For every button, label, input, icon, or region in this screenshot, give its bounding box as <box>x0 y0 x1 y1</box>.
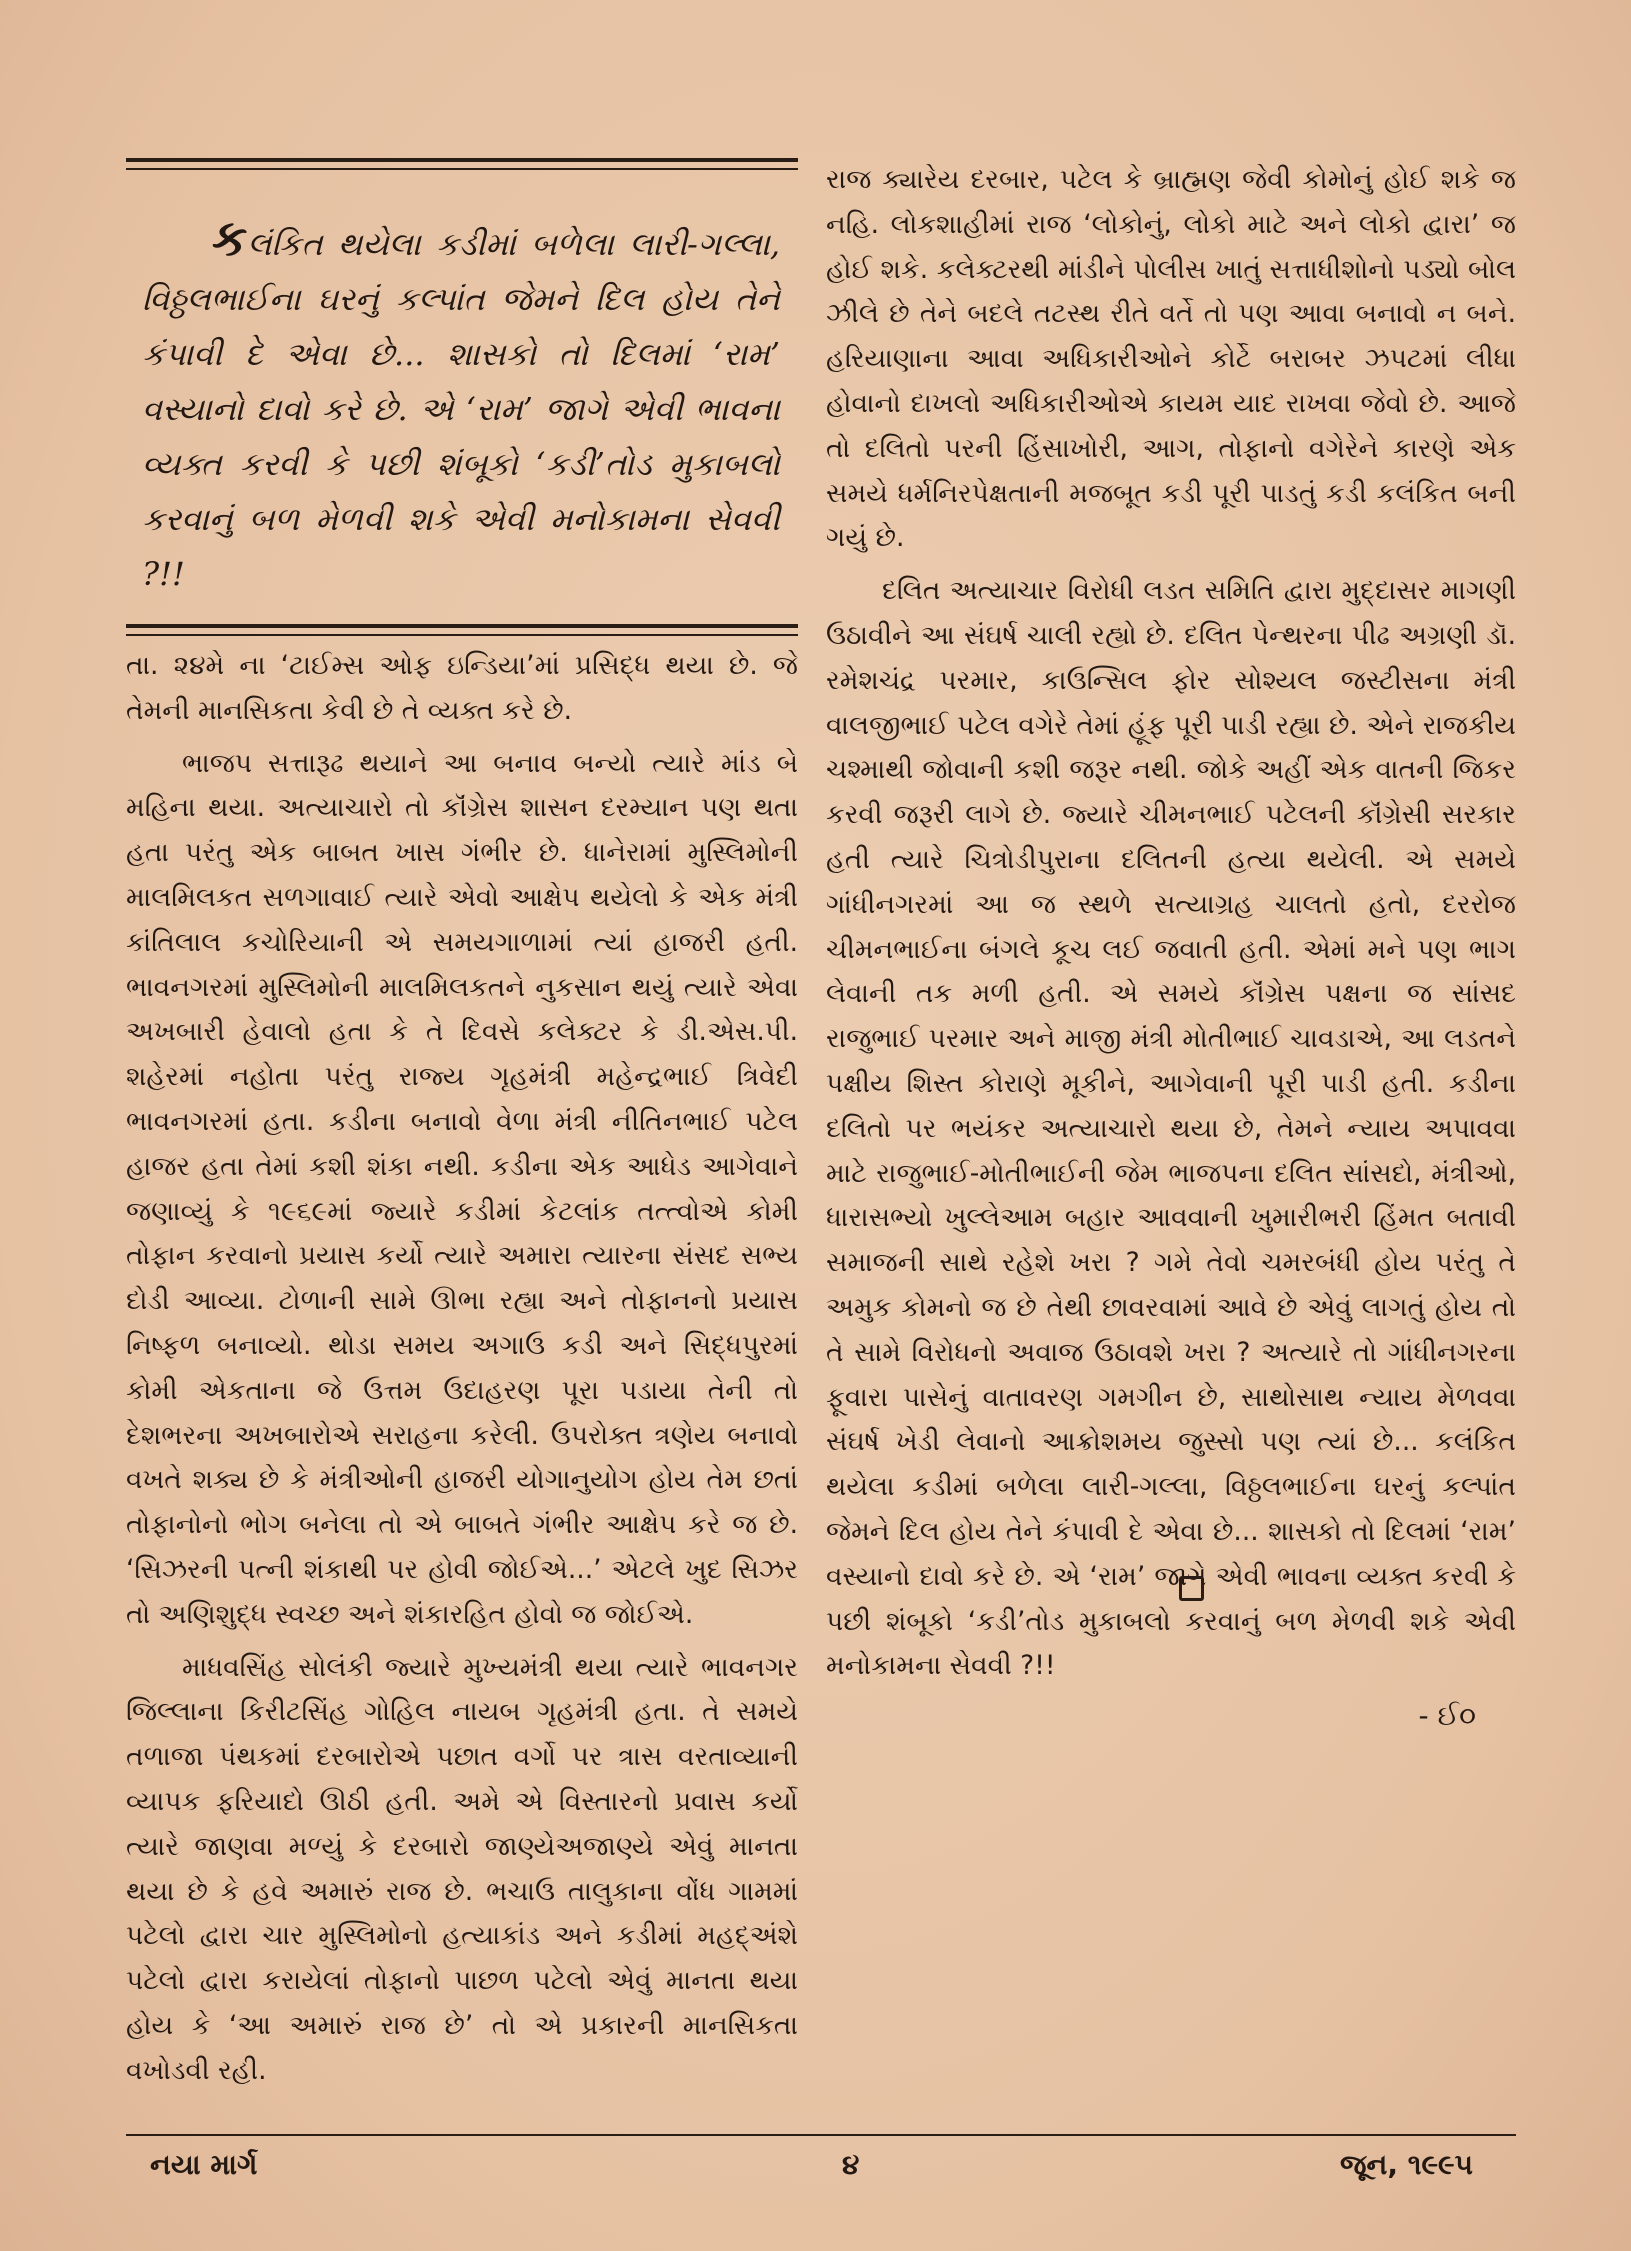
pull-quote-bottom-rule-thin <box>126 634 798 636</box>
pull-quote-text: લંકિત થયેલા કડીમાં બળેલા લારી-ગલ્લા, વિઠ્ઠલભાઈના ઘરનું કલ્પાંત જેમને દિલ હોય તેને કંપાવી દે એવા છે... શાસકો તો દિલમાં ‘રામ’ વસ્યાનો દાવો કરે છે. એ ‘રામ’ જાગે એવી ભાવના વ્યક્ત કરવી કે પછી શંબૂકો ‘કડી’તોડ મુકાબલો કરવાનું બળ મેળવી શકે એવી મનોકામના સેવવી ?!! <box>142 225 780 593</box>
left-column <box>126 158 798 2094</box>
footer-rule <box>126 2134 1516 2136</box>
right-paragraph-1: રાજ ક્યારેય દરબાર, પટેલ કે બ્રાહ્મણ જેવી કોમોનું હોઈ શકે જ નહિ. લોકશાહીમાં રાજ ‘લોકોનું, લોકો માટે અને લોકો દ્વારા’ જ હોઈ શકે. કલેક્ટરથી માંડીને પોલીસ ખાતું સત્તાધીશોનો પડ્યો બોલ ઝીલે છે તેને બદલે તટસ્થ રીતે વર્તે તો પણ આવા બનાવો ન બને. હરિયાણાના આવા અધિકારીઓને કોર્ટે બરાબર ઝપટમાં લીધા હોવાનો દાખલો અધિકારીઓએ કાયમ યાદ રાખવા જેવો છે. આજે તો દલિતો પરની હિંસાખોરી, આગ, તોફાનો વગેરેને કારણે એક સમયે ધર્મનિરપેક્ષતાની મજબૂત કડી પૂરી પાડતું કડી કલંકિત બની ગયું છે. <box>826 164 1516 554</box>
footer-date: જૂન, ૧૯૯૫ <box>1340 2148 1474 2181</box>
left-paragraph-3: માધવસિંહ સોલંકી જ્યારે મુખ્યમંત્રી થયા ત્યારે ભાવનગર જિલ્લાના કિરીટસિંહ ગોહિલ નાયબ ગૃહમંત્રી હતા. તે સમયે તળાજા પંથકમાં દરબારોએ પછાત વર્ગો પર ત્રાસ વરતાવ્યાની વ્યાપક ફરિયાદો ઊઠી હતી. અમે એ વિસ્તારનો પ્રવાસ કર્યો ત્યારે જાણવા મળ્યું કે દરબારો જાણ્યેઅજાણ્યે એવું માનતા થયા છે કે હવે અમારું રાજ છે. ભચાઉ તાલુકાના વોંધ ગામમાં પટેલો દ્વારા ચાર મુસ્લિમોનો હત્યાકાંડ અને કડીમાં મહદ્અંશે પટેલો દ્વારા કરાયેલાં તોફાનો પાછળ પટેલો એવું માનતા થયા હોય કે ‘આ અમારું રાજ છે’ તો એ પ્રકારની માનસિકતા વખોડવી રહી. <box>126 1651 798 2086</box>
right-column <box>826 158 1516 1733</box>
author-signature: - ઈ૦ <box>1418 1699 1476 1733</box>
pull-quote-bottom-rule <box>126 624 798 628</box>
left-paragraph-1: તા. ૨૪મે ના ‘ટાઈમ્સ ઓફ ઇન્ડિયા’માં પ્રસિદ્ધ થયા છે. જે તેમની માનસિકતા કેવી છે તે વ્યક્ત કરે છે. <box>126 650 798 726</box>
pull-quote <box>126 170 798 624</box>
footer-page-number: ૪ <box>842 2148 860 2181</box>
right-paragraph-2: દલિત અત્યાચાર વિરોધી લડત સમિતિ દ્વારા મુદ્દાસર માગણી ઉઠાવીને આ સંઘર્ષ ચાલી રહ્યો છે. દલિત પેન્થરના પીઢ અગ્રણી ડૉ. રમેશચંદ્ર પરમાર, કાઉન્સિલ ફોર સોશ્યલ જસ્ટીસના મંત્રી વાલજીભાઈ પટેલ વગેરે તેમાં હૂંફ પૂરી પાડી રહ્યા છે. એને રાજકીય ચશ્માથી જોવાની કશી જરૂર નથી. જોકે અહીં એક વાતની જિકર કરવી જરૂરી લાગે છે. જ્યારે ચીમનભાઈ પટેલની કૉંગ્રેસી સરકાર હતી ત્યારે ચિત્રોડીપુરાના દલિતની હત્યા થયેલી. એ સમયે ગાંધીનગરમાં આ જ સ્થળે સત્યાગ્રહ ચાલતો હતો, દરરોજ ચીમનભાઈના બંગલે કૂચ લઈ જવાતી હતી. એમાં મને પણ ભાગ લેવાની તક મળી હતી. એ સમયે કૉંગ્રેસ પક્ષના જ સાંસદ રાજુભાઈ પરમાર અને માજી મંત્રી મોતીભાઈ ચાવડાએ, આ લડતને પક્ષીય શિસ્ત કોરાણે મૂકીને, આગેવાની પૂરી પાડી હતી. કડીના દલિતો પર ભયંકર અત્યાચારો થયા છે, તેમને ન્યાય અપાવવા માટે રાજુભાઈ-મોતીભાઈની જેમ ભાજપના દલિત સાંસદો, મંત્રીઓ, ધારાસભ્યો ખુલ્લેઆમ બહાર આવવાની ખુમારીભરી હિંમત બતાવી સમાજની સાથે રહેશે ખરા ? ગમે તેવો ચમરબંધી હોય પરંતુ તે અમુક કોમનો જ છે તેથી છાવરવામાં આવે છે એવું લાગતું હોય તો તે સામે વિરોધનો અવાજ ઉઠાવશે ખરા ? અત્યારે તો ગાંધીનગરના ફૂવારા પાસેનું વાતાવરણ ગમગીન છે, સાથોસાથ ન્યાય મેળવવા સંઘર્ષ ખેડી લેવાનો આક્રોશમય જુસ્સો પણ ત્યાં છે... કલંકિત થયેલા કડીમાં બળેલા લારી-ગલ્લા, વિઠ્ઠલભાઈના ઘરનું કલ્પાંત જેમને દિલ હોય તેને કંપાવી દે એવા છે... શાસકો તો દિલમાં ‘રામ’ વસ્યાનો દાવો કરે છે. એ ‘રામ’ જાગે એવી ભાવના વ્યક્ત કરવી કે પછી શંબૂકો ‘કડી’તોડ મુકાબલો કરવાનું બળ મેળવી શકે એવી મનોકામના સેવવી ?!! <box>826 575 1516 1682</box>
left-paragraph-2: ભાજપ સત્તારૂઢ થયાને આ બનાવ બન્યો ત્યારે માંડ બે મહિના થયા. અત્યાચારો તો કૉંગ્રેસ શાસન દરમ્યાન પણ થતા હતા પરંતુ એક બાબત ખાસ ગંભીર છે. ધાનેરામાં મુસ્લિમોની માલમિલકત સળગાવાઈ ત્યારે એવો આક્ષેપ થયેલો કે એક મંત્રી કાંતિલાલ કચોરિયાની એ સમયગાળામાં ત્યાં હાજરી હતી. ભાવનગરમાં મુસ્લિમોની માલમિલકતને નુકસાન થયું ત્યારે એવા અખબારી હેવાલો હતા કે તે દિવસે કલેક્ટર કે ડી.એસ.પી. શહેરમાં નહોતા પરંતુ રાજ્ય ગૃહમંત્રી મહેન્દ્રભાઈ ત્રિવેદી ભાવનગરમાં હતા. કડીના બનાવો વેળા મંત્રી નીતિનભાઈ પટેલ હાજર હતા તેમાં કશી શંકા નથી. કડીના એક આધેડ આગેવાને જણાવ્યું કે ૧૯૬૯માં જ્યારે કડીમાં કેટલાંક તત્ત્વોએ કોમી તોફાન કરવાનો પ્રયાસ કર્યો ત્યારે અમારા ત્યારના સંસદ સભ્ય દોડી આવ્યા. ટોળાની સામે ઊભા રહ્યા અને તોફાનનો પ્રયાસ નિષ્ફળ બનાવ્યો. થોડા સમય અગાઉ કડી અને સિદ્ધપુરમાં કોમી એકતાના જે ઉત્તમ ઉદાહરણ પૂરા પડાયા તેની તો દેશભરના અખબારોએ સરાહના કરેલી. ઉપરોક્ત ત્રણેય બનાવો વખતે શક્ય છે કે મંત્રીઓની હાજરી યોગાનુયોગ હોય તેમ છતાં તોફાનોનો ભોગ બનેલા તો એ બાબતે ગંભીર આક્ષેપ કરે જ છે. ‘સિઝરની પત્ની શંકાથી પર હોવી જોઈએ...’ એટલે ખુદ સિઝર તો અણિશુદ્ધ સ્વચ્છ અને શંકારહિત હોવો જ જોઈએ. <box>126 747 798 1630</box>
pull-quote-initial: ક <box>212 208 248 267</box>
end-mark-square-icon <box>1179 1576 1204 1601</box>
pull-quote-top-rule <box>126 158 798 162</box>
footer-magazine-name: નયા માર્ગ <box>150 2148 258 2181</box>
